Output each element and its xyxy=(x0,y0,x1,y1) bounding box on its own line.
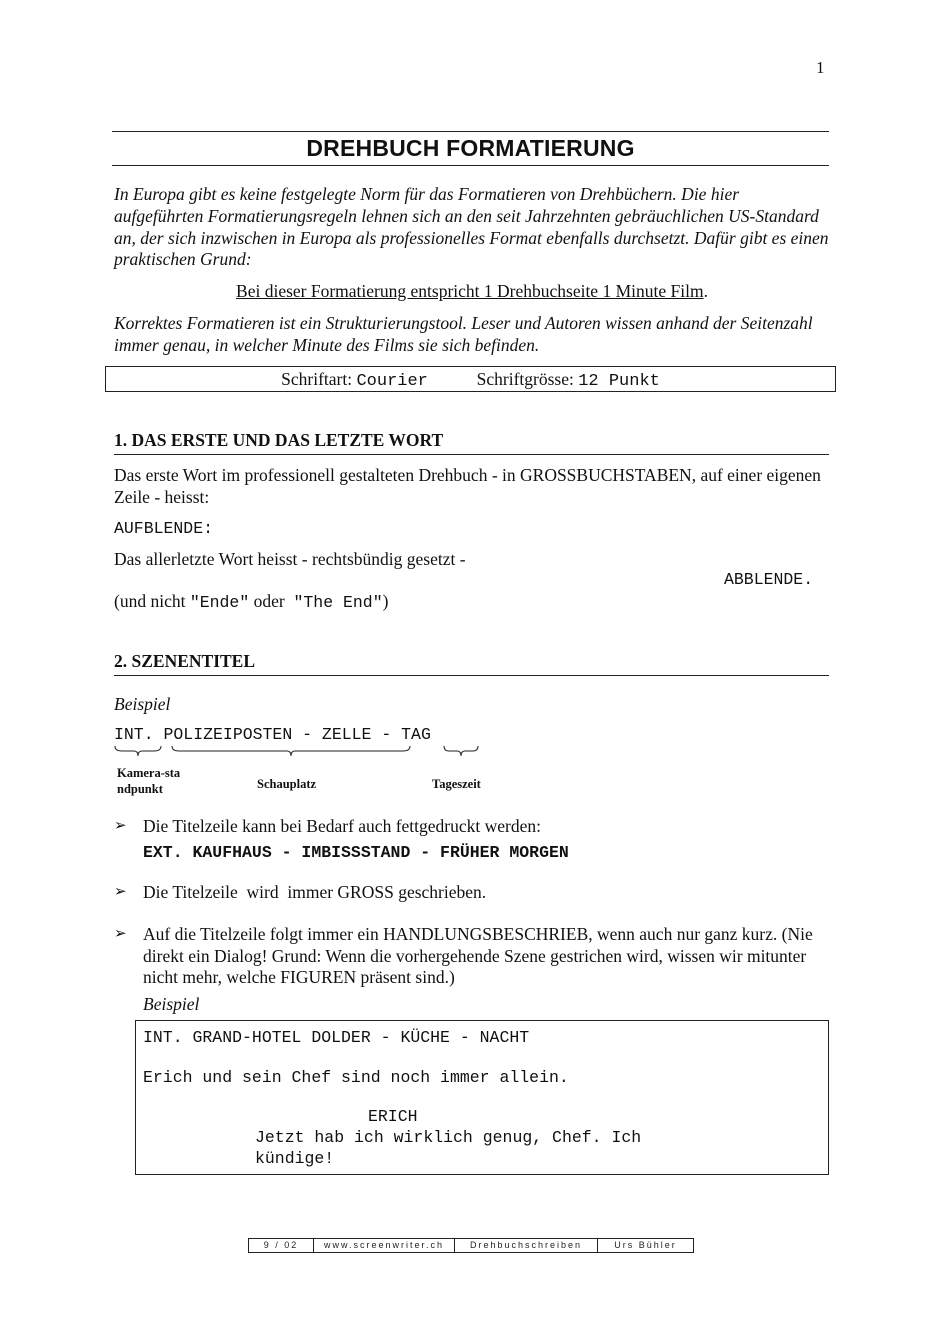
footer-author: Urs Bühler xyxy=(614,1240,677,1250)
section-1-text-3 xyxy=(114,591,388,612)
text3-pre: (und nicht xyxy=(114,591,190,611)
intro-paragraph-2: Korrektes Formatieren ist ein Strukturierungstool. Leser und Autoren wissen anhand der Seitenzahl immer genau, in welcher Minute des Films sie sich befinden. xyxy=(114,313,813,355)
bullet-item-2 xyxy=(114,882,830,904)
brace-kamera xyxy=(114,745,162,757)
brace-schauplatz xyxy=(171,745,411,757)
font-value: Courier xyxy=(356,372,428,391)
footer-page: 9 / 02 xyxy=(249,1239,314,1252)
bullet-text-3: Auf die Titelzeile folgt immer ein HANDLUNGSBESCHRIEB, wenn auch nur ganz kurz. (Nie direkt ein Dialog! Grund: Wenn die vorhergehende Szene gestrichen wird, wissen wir mitunter nicht mehr, welche FIGUREN präsent sind.) xyxy=(143,924,813,987)
page-number: 1 xyxy=(816,58,825,77)
brace-tageszeit xyxy=(443,745,479,757)
ende-word: "Ende" xyxy=(189,593,250,612)
rule-statement xyxy=(114,281,830,302)
label-schauplatz: Schauplatz xyxy=(257,777,317,791)
footer-site: www.screenwriter.ch xyxy=(314,1239,455,1252)
example-label-2: Beispiel xyxy=(143,994,200,1014)
scene-title-example: INT. POLIZEIPOSTEN - ZELLE - TAG xyxy=(114,725,431,744)
example-character: ERICH xyxy=(368,1107,418,1126)
section-1-text-2: Das allerletzte Wort heisst - rechtsbündig gesetzt - xyxy=(114,549,466,569)
section-1-heading: 1. DAS ERSTE UND DAS LETZTE WORT xyxy=(114,430,829,455)
arrow-bullet-icon: ➢ xyxy=(114,818,127,834)
page-title: DREHBUCH FORMATIERUNG xyxy=(306,135,635,161)
example-dialog-line-1: Jetzt hab ich wirklich genug, Chef. Ich xyxy=(255,1128,642,1147)
section-1-text-1: Das erste Wort im professionell gestalteten Drehbuch - in GROSSBUCHSTABEN, auf einer eigenen Zeile - heisst: xyxy=(114,465,821,507)
example-label-1: Beispiel xyxy=(114,694,171,714)
bold-scene-title-example: EXT. KAUFHAUS - IMBISSSTAND - FRÜHER MORGEN xyxy=(143,843,569,862)
bullet-item-3 xyxy=(114,924,830,989)
intro-paragraph: In Europa gibt es keine festgelegte Norm für das Formatieren von Drehbüchern. Die hier aufgeführten Formatierungsregeln lehnen sich an den seit Jahrzehnten gebräuchlichen US-Standard an, der sich inzwischen in Europa als professionelles Format ebenfalls durchsetzt. Dafür gibt es einen praktischen Grund: xyxy=(114,184,829,270)
font-label: Schriftart: xyxy=(281,369,353,389)
example-action: Erich und sein Chef sind noch immer allein. xyxy=(143,1068,569,1087)
footer-bar xyxy=(248,1238,694,1253)
font-info-box xyxy=(105,366,836,392)
bullet-text-2: Die Titelzeile wird immer GROSS geschrieben. xyxy=(143,882,487,902)
arrow-bullet-icon: ➢ xyxy=(114,884,127,900)
screenplay-example-box xyxy=(135,1020,829,1175)
last-word: ABBLENDE. xyxy=(724,570,814,589)
footer-topic: Drehbuchschreiben xyxy=(455,1239,598,1252)
label-kamera-standpunkt: Kamera-sta ndpunkt xyxy=(117,766,181,796)
section-2-heading: 2. SZENENTITEL xyxy=(114,651,829,676)
label-tageszeit: Tageszeit xyxy=(432,777,481,791)
bullet-text-1: Die Titelzeile kann bei Bedarf auch fettgedruckt werden: xyxy=(143,816,541,836)
rule-text: Bei dieser Formatierung entspricht 1 Drehbuchseite 1 Minute Film xyxy=(236,281,704,301)
first-word: AUFBLENDE: xyxy=(114,519,214,538)
text3-post: ) xyxy=(382,591,389,611)
title-bar xyxy=(112,131,829,166)
size-value: 12 Punkt xyxy=(578,372,660,391)
size-label: Schriftgrösse: xyxy=(476,369,574,389)
oder-word: oder xyxy=(249,591,290,611)
the-end-word: "The End" xyxy=(293,593,383,612)
bullet-item-1 xyxy=(114,816,830,838)
arrow-bullet-icon: ➢ xyxy=(114,926,127,942)
example-dialog-line-2: kündige! xyxy=(255,1149,335,1168)
example-scene-heading: INT. GRAND-HOTEL DOLDER - KÜCHE - NACHT xyxy=(143,1028,530,1047)
rule-period: . xyxy=(703,281,708,301)
